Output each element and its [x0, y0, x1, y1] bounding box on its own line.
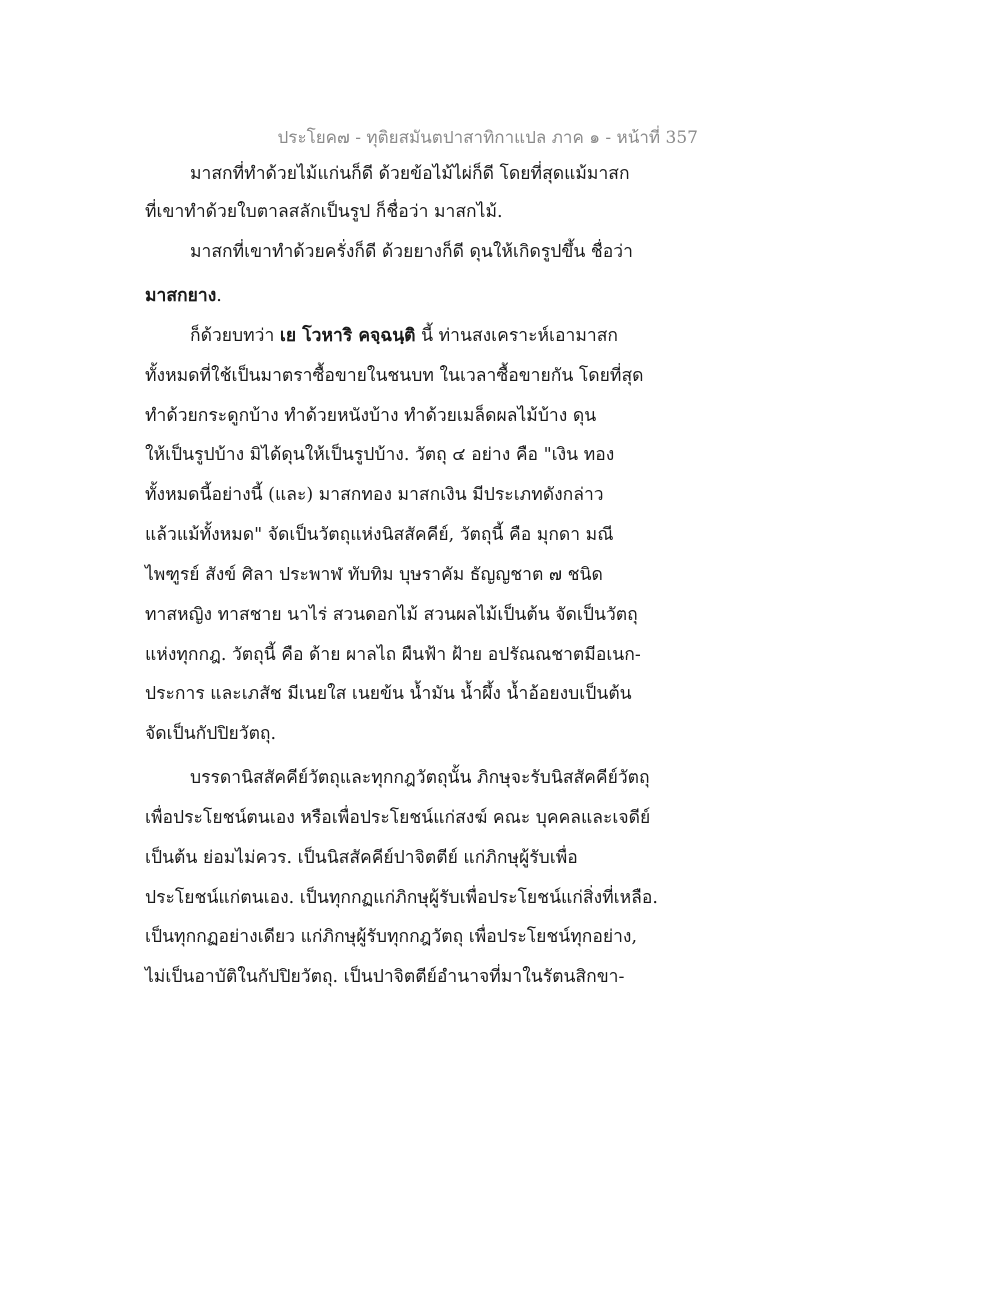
text-line: ทั้งหมดนี้อย่างนี้ (และ) มาสกทอง มาสกเงิน มีประเภทดังกล่าว — [145, 485, 604, 505]
text-line: ทาสหญิง ทาสชาย นาไร่ สวนดอกไม้ สวนผลไม้เป็นต้น จัดเป็นวัตถุ — [145, 605, 638, 625]
text-line: เพื่อประโยชน์ตนเอง หรือเพื่อประโยชน์แก่สงฆ์ คณะ บุคคลและเจดีย์ — [145, 808, 651, 828]
bold-term-line — [145, 284, 222, 308]
text-line: บรรดานิสสัคคีย์วัตถุและทุกกฎวัตถุนั้น ภิกษุจะรับนิสสัคคีย์วัตถุ — [190, 768, 650, 788]
bold-term: มาสกยาง — [145, 286, 217, 306]
text-line: มาสกที่ทำด้วยไม้แก่นก็ดี ด้วยข้อไม้ไผ่ก็ดี โดยที่สุดแม้มาสก — [190, 164, 630, 184]
text-line: ที่เขาทำด้วยใบตาลสลักเป็นรูป ก็ชื่อว่า มาสกไม้. — [145, 202, 503, 222]
text-line: แห่งทุกกฎ. วัตถุนี้ คือ ด้าย ผาลไถ ผืนฟ้า ฝ้าย อปรัณณชาตมีอเนก- — [145, 645, 641, 665]
text-line: จัดเป็นกัปปิยวัตถุ. — [145, 724, 277, 744]
line-suffix: นี้ ท่านสงเคราะห์เอามาสก — [415, 326, 618, 346]
text-line: ไพฑูรย์ สังข์ ศิลา ประพาฬ ทับทิม บุษราคัม ธัญญชาต ๗ ชนิด — [145, 565, 603, 585]
running-header: ประโยค๗ - ทุติยสมันตปาสาทิกาแปล ภาค ๑ - หน้าที่ 357 — [277, 128, 698, 148]
text-line: ทั้งหมดที่ใช้เป็นมาตราซื้อขายในชนบท ในเวลาซื้อขายกัน โดยที่สุด — [145, 366, 644, 386]
text-line: ให้เป็นรูปบ้าง มิได้ดุนให้เป็นรูปบ้าง. วัตถุ ๔ อย่าง คือ "เงิน ทอง — [145, 445, 615, 465]
text-line: ประโยชน์แก่ตนเอง. เป็นทุกกฏแก่ภิกษุผู้รับเพื่อประโยชน์แก่สิ่งที่เหลือ. — [145, 888, 658, 908]
text-line: เป็นทุกกฏอย่างเดียว แก่ภิกษุผู้รับทุกกฎวัตถุ เพื่อประโยชน์ทุกอย่าง, — [145, 927, 638, 947]
text-line: แล้วแม้ทั้งหมด" จัดเป็นวัตถุแห่งนิสสัคคีย์, วัตถุนี้ คือ มุกดา มณี — [145, 525, 614, 545]
pali-term: เย โวหาริ คจฺฉนฺติ — [279, 326, 416, 346]
text-line-with-bold — [190, 324, 618, 348]
text-line: ประการ และเภสัช มีเนยใส เนยข้น น้ำมัน น้ำผึ้ง น้ำอ้อยงบเป็นต้น — [145, 684, 632, 704]
text-line: เป็นต้น ย่อมไม่ควร. เป็นนิสสัคคีย์ปาจิตตีย์ แก่ภิกษุผู้รับเพื่อ — [145, 848, 578, 868]
text-line: มาสกที่เขาทำด้วยครั่งก็ดี ด้วยยางก็ดี ดุนให้เกิดรูปขึ้น ชื่อว่า — [190, 242, 633, 262]
text-line: ทำด้วยกระดูกบ้าง ทำด้วยหนังบ้าง ทำด้วยเมล็ดผลไม้บ้าง ดุน — [145, 406, 597, 426]
line-prefix: ก็ด้วยบทว่า — [190, 326, 280, 346]
line-end: . — [216, 286, 222, 306]
text-line: ไม่เป็นอาบัติในกัปปิยวัตถุ. เป็นปาจิตตีย์อำนาจที่มาในรัตนสิกขา- — [145, 967, 625, 987]
